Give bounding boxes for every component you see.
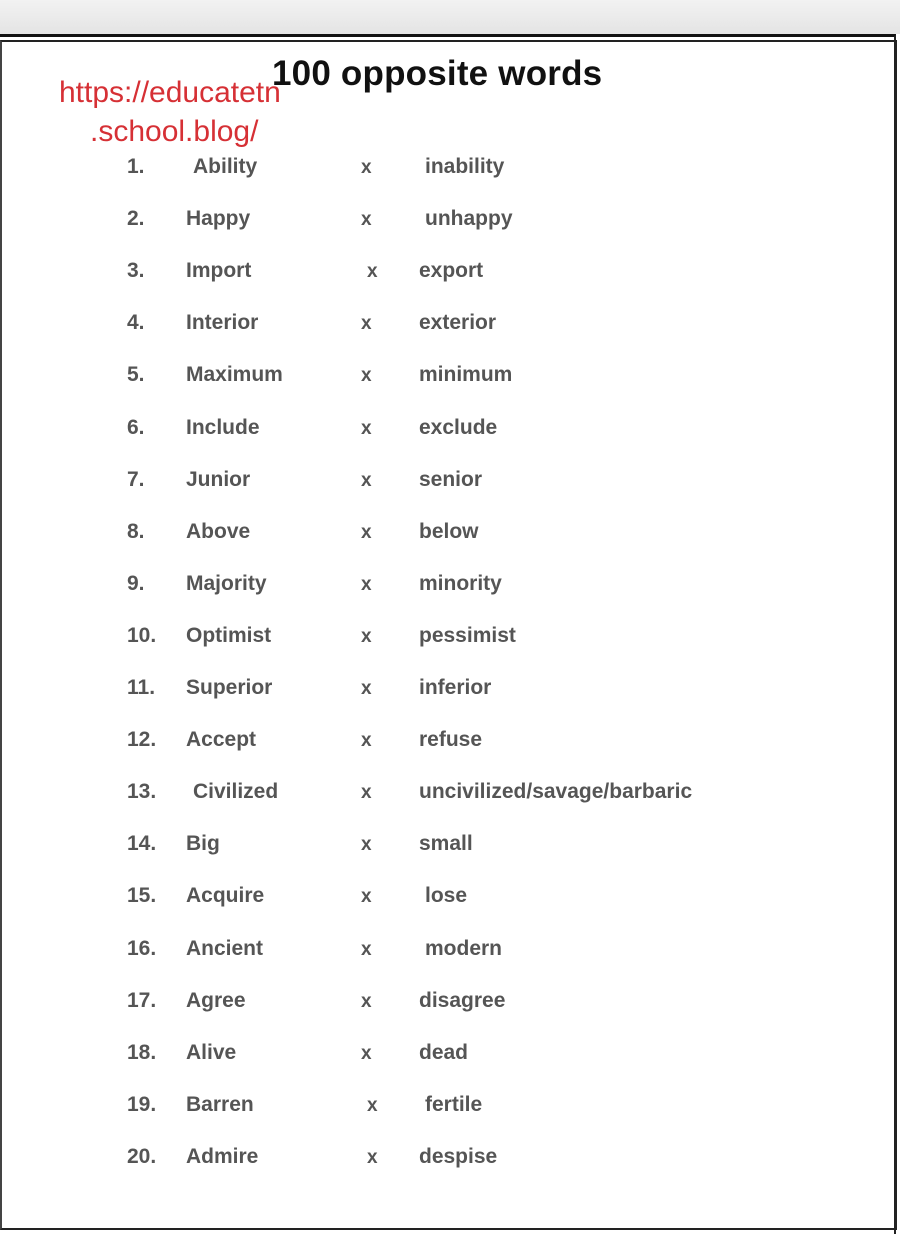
opposite-word: exterior xyxy=(419,311,497,334)
opposite-word: senior xyxy=(419,468,483,491)
opposite-word: lose xyxy=(425,884,468,907)
item-number: 11. xyxy=(127,676,156,699)
opposite-separator: x xyxy=(361,365,372,386)
opposite-separator: x xyxy=(361,782,372,803)
opposite-word: fertile xyxy=(425,1093,483,1116)
word: Above xyxy=(186,520,251,543)
item-number: 18. xyxy=(127,1041,157,1064)
table-row xyxy=(0,1041,900,1071)
table-row xyxy=(0,259,900,289)
item-number: 7. xyxy=(127,468,145,491)
item-number: 9. xyxy=(127,572,145,595)
opposite-word: minority xyxy=(419,572,502,595)
table-row xyxy=(0,311,900,341)
opposite-separator: x xyxy=(361,678,372,699)
word: Acquire xyxy=(186,884,265,907)
word: Maximum xyxy=(186,363,283,386)
watermark-url-line2[interactable]: .school.blog/ xyxy=(90,115,259,148)
opposite-separator: x xyxy=(361,574,372,595)
opposite-word: uncivilized/savage/barbaric xyxy=(419,780,693,803)
word: Include xyxy=(186,416,260,439)
opposite-word: minimum xyxy=(419,363,513,386)
page-title: 100 opposite words xyxy=(272,54,603,93)
word: Optimist xyxy=(186,624,272,647)
table-row xyxy=(0,155,900,185)
opposite-separator: x xyxy=(367,1147,378,1168)
table-row xyxy=(0,832,900,862)
opposite-separator: x xyxy=(361,991,372,1012)
opposite-separator: x xyxy=(361,939,372,960)
item-number: 16. xyxy=(127,937,157,960)
word: Ancient xyxy=(186,937,264,960)
watermark-url-line1[interactable]: https://educatetn xyxy=(59,76,281,109)
table-row xyxy=(0,572,900,602)
item-number: 20. xyxy=(127,1145,157,1168)
word: Ability xyxy=(193,155,258,178)
word: Happy xyxy=(186,207,251,230)
table-row xyxy=(0,728,900,758)
word: Majority xyxy=(186,572,267,595)
opposite-word: inability xyxy=(425,155,505,178)
table-row xyxy=(0,207,900,237)
table-row xyxy=(0,1093,900,1123)
table-row xyxy=(0,624,900,654)
top-bar xyxy=(0,0,900,34)
item-number: 10. xyxy=(127,624,157,647)
word: Junior xyxy=(186,468,251,491)
opposite-word: below xyxy=(419,520,479,543)
opposite-word: pessimist xyxy=(419,624,516,647)
word: Admire xyxy=(186,1145,259,1168)
item-number: 14. xyxy=(127,832,157,855)
item-number: 1. xyxy=(127,155,145,178)
word: Civilized xyxy=(193,780,279,803)
opposite-word: exclude xyxy=(419,416,498,439)
word: Superior xyxy=(186,676,273,699)
word: Big xyxy=(186,832,220,855)
item-number: 3. xyxy=(127,259,145,282)
opposite-separator: x xyxy=(361,209,372,230)
table-row xyxy=(0,468,900,498)
item-number: 6. xyxy=(127,416,145,439)
table-row xyxy=(0,363,900,393)
opposite-separator: x xyxy=(361,470,372,491)
item-number: 15. xyxy=(127,884,157,907)
opposite-separator: x xyxy=(361,1043,372,1064)
table-row xyxy=(0,416,900,446)
opposite-word: disagree xyxy=(419,989,506,1012)
word: Agree xyxy=(186,989,246,1012)
table-row xyxy=(0,780,900,810)
opposite-separator: x xyxy=(361,834,372,855)
opposite-separator: x xyxy=(361,886,372,907)
opposite-word: modern xyxy=(425,937,503,960)
table-row xyxy=(0,676,900,706)
opposite-word: inferior xyxy=(419,676,492,699)
opposite-separator: x xyxy=(361,626,372,647)
opposite-separator: x xyxy=(361,730,372,751)
opposite-word: refuse xyxy=(419,728,483,751)
opposite-separator: x xyxy=(367,1095,378,1116)
word: Accept xyxy=(186,728,257,751)
item-number: 8. xyxy=(127,520,145,543)
item-number: 5. xyxy=(127,363,145,386)
word: Import xyxy=(186,259,252,282)
word: Alive xyxy=(186,1041,237,1064)
item-number: 19. xyxy=(127,1093,157,1116)
opposite-separator: x xyxy=(361,418,372,439)
word: Barren xyxy=(186,1093,254,1116)
item-number: 2. xyxy=(127,207,145,230)
item-number: 12. xyxy=(127,728,157,751)
word: Interior xyxy=(186,311,259,334)
table-row xyxy=(0,1145,900,1175)
opposite-word: dead xyxy=(419,1041,469,1064)
table-row xyxy=(0,937,900,967)
opposite-separator: x xyxy=(361,313,372,334)
table-row xyxy=(0,520,900,550)
table-row xyxy=(0,884,900,914)
opposite-word: unhappy xyxy=(425,207,513,230)
item-number: 17. xyxy=(127,989,157,1012)
opposite-word: export xyxy=(419,259,484,282)
opposite-word: small xyxy=(419,832,473,855)
opposite-word: despise xyxy=(419,1145,498,1168)
item-number: 13. xyxy=(127,780,157,803)
opposite-separator: x xyxy=(367,261,378,282)
item-number: 4. xyxy=(127,311,145,334)
opposite-separator: x xyxy=(361,157,372,178)
table-row xyxy=(0,989,900,1019)
opposite-separator: x xyxy=(361,522,372,543)
